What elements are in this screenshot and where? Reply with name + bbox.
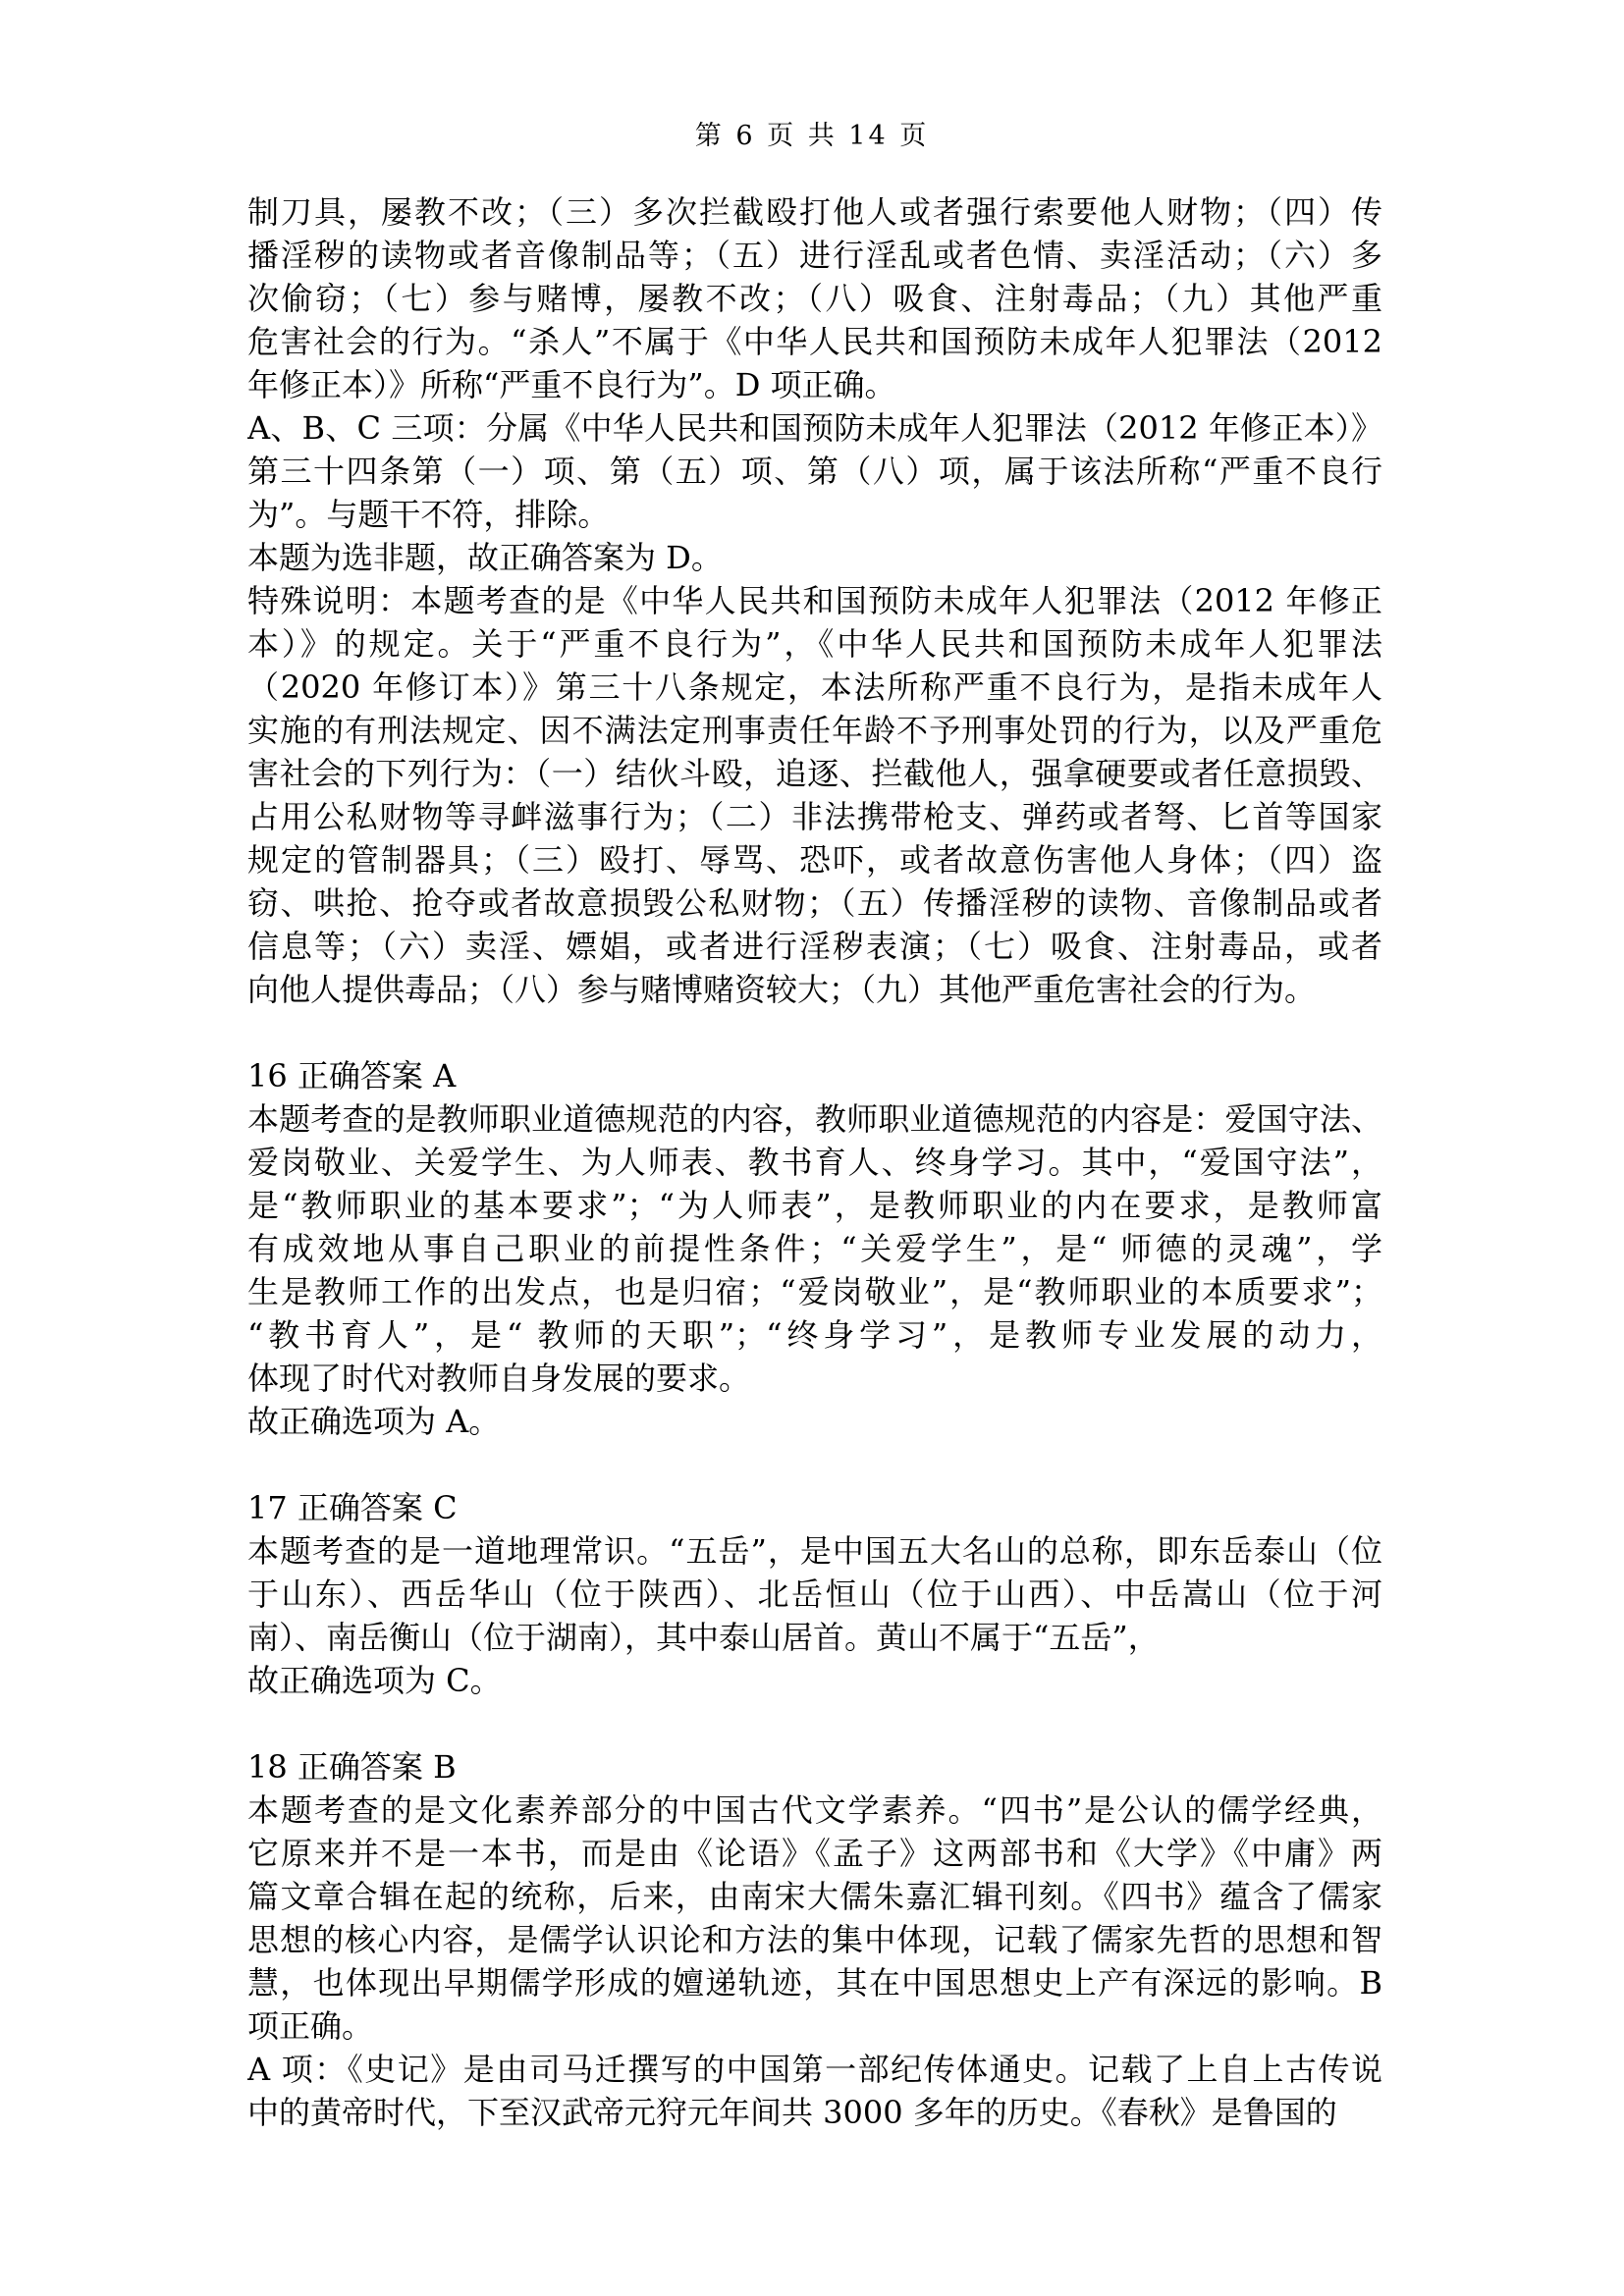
- document-body: [247, 190, 1382, 2134]
- text-line: 占用公私财物等寻衅滋事行为；（二）非法携带枪支、弹药或者弩、匕首等国家: [247, 798, 1382, 835]
- answer-section: [247, 190, 1382, 1011]
- paragraph: [247, 1659, 1382, 1702]
- text-line: 中的黄帝时代，下至汉武帝元狩元年间共 3000 多年的历史。《春秋》是鲁国的: [247, 2094, 1337, 2131]
- text-line: 有成效地从事自己职业的前提性条件；“关爱学生”，是“ 师德的灵魂”，学: [247, 1230, 1382, 1267]
- paragraph: [247, 1097, 1382, 1400]
- text-line: 它原来并不是一本书，而是由《论语》《孟子》这两部书和《大学》《中庸》两: [247, 1835, 1382, 1872]
- paragraph: [247, 2048, 1382, 2134]
- text-line: 南）、南岳衡山（位于湖南），其中泰山居首。黄山不属于“五岳”，: [247, 1619, 1160, 1656]
- text-line: A 项：《史记》是由司马迁撰写的中国第一部纪传体通史。记载了上自上古传说: [247, 2051, 1382, 2088]
- paragraph: [247, 1789, 1382, 2048]
- text-line: A、B、C 三项：分属《中华人民共和国预防未成年人犯罪法（2012 年修正本）》: [247, 409, 1382, 447]
- text-line: 制刀具，屡教不改；（三）多次拦截殴打他人或者强行索要他人财物；（四）传: [247, 193, 1382, 231]
- paragraph: [247, 190, 1382, 406]
- text-line: 向他人提供毒品；（八）参与赌博赌资较大；（九）其他严重危害社会的行为。: [247, 971, 1317, 1008]
- text-line: 本题考查的是一道地理常识。“五岳”，是中国五大名山的总称，即东岳泰山（位: [247, 1532, 1382, 1570]
- text-line: 第三十四条第（一）项、第（五）项、第（八）项，属于该法所称“严重不良行: [247, 453, 1382, 490]
- text-line: 本题考查的是教师职业道德规范的内容，教师职业道德规范的内容是：爱国守法、: [247, 1100, 1382, 1138]
- text-line: 爱岗敬业、关爱学生、为人师表、教书育人、终身学习。其中，“爱国守法”，: [247, 1144, 1382, 1181]
- text-line: （2020 年修订本）》第三十八条规定，本法所称严重不良行为，是指未成年人: [247, 668, 1382, 706]
- text-line: 于山东）、西岳华山（位于陕西）、北岳恒山（位于山西）、中岳嵩山（位于河: [247, 1575, 1382, 1613]
- text-line: 本）》的规定。关于“严重不良行为”，《中华人民共和国预防未成年人犯罪法: [247, 625, 1382, 663]
- text-line: 故正确选项为 C。: [247, 1662, 502, 1699]
- answer-heading: 16 正确答案 A: [247, 1057, 457, 1095]
- text-line: 篇文章合辑在起的统称，后来，由南宋大儒朱嘉汇辑刊刻。《四书》蕴含了儒家: [247, 1878, 1382, 1915]
- text-line: 生是教师工作的出发点，也是归宿；“爱岗敬业”，是“教师职业的本质要求”；: [247, 1273, 1382, 1310]
- text-line: 窃、哄抢、抢夺或者故意损毁公私财物；（五）传播淫秽的读物、音像制品或者: [247, 884, 1382, 922]
- text-line: 项正确。: [247, 2007, 374, 2045]
- text-line: 危害社会的行为。“杀人”不属于《中华人民共和国预防未成年人犯罪法（2012: [247, 323, 1382, 360]
- paragraph: [247, 1529, 1382, 1659]
- page-number-header: 第 6 页 共 14 页: [694, 121, 930, 151]
- answer-heading: 18 正确答案 B: [247, 1748, 457, 1786]
- text-line: 本题考查的是文化素养部分的中国古代文学素养。“四书”是公认的儒学经典，: [247, 1791, 1382, 1829]
- text-line: 是“教师职业的基本要求”；“为人师表”，是教师职业的内在要求，是教师富: [247, 1187, 1382, 1224]
- text-line: 故正确选项为 A。: [247, 1403, 501, 1440]
- paragraph: [247, 1400, 1382, 1443]
- text-line: 思想的核心内容，是儒学认识论和方法的集中体现，记载了儒家先哲的思想和智: [247, 1921, 1382, 1958]
- paragraph: [247, 406, 1382, 536]
- text-line: 次偷窃；（七）参与赌博，屡教不改；（八）吸食、注射毒品；（九）其他严重: [247, 280, 1382, 317]
- text-line: 信息等；（六）卖淫、嫖娼，或者进行淫秽表演；（七）吸食、注射毒品，或者: [247, 928, 1382, 965]
- paragraph: [247, 536, 1382, 579]
- answer-section: [247, 1054, 1382, 1443]
- text-line: 为”。与题干不符，排除。: [247, 496, 610, 533]
- text-line: 特殊说明：本题考查的是《中华人民共和国预防未成年人犯罪法（2012 年修正: [247, 582, 1382, 619]
- answer-section: [247, 1486, 1382, 1702]
- text-line: 规定的管制器具；（三）殴打、辱骂、恐吓，或者故意伤害他人身体；（四）盗: [247, 841, 1382, 879]
- text-line: 体现了时代对教师自身发展的要求。: [247, 1360, 751, 1397]
- text-line: 播淫秽的读物或者音像制品等；（五）进行淫乱或者色情、卖淫活动；（六）多: [247, 237, 1382, 274]
- text-line: “教书育人”，是“ 教师的天职”；“终身学习”，是教师专业发展的动力，: [247, 1316, 1382, 1354]
- text-line: 实施的有刑法规定、因不满法定刑事责任年龄不予刑事处罚的行为，以及严重危: [247, 712, 1382, 749]
- answer-heading: 17 正确答案 C: [247, 1489, 458, 1526]
- text-line: 慧，也体现出早期儒学形成的嬗递轨迹，其在中国思想史上产有深远的影响。B: [247, 1964, 1382, 2002]
- text-line: 本题为选非题，故正确答案为 D。: [247, 539, 723, 576]
- text-line: 害社会的下列行为：（一）结伙斗殴，追逐、拦截他人，强拿硬要或者任意损毁、: [247, 755, 1382, 792]
- text-line: 年修正本）》所称“严重不良行为”。D 项正确。: [247, 366, 896, 403]
- paragraph: [247, 579, 1382, 1011]
- answer-section: [247, 1745, 1382, 2134]
